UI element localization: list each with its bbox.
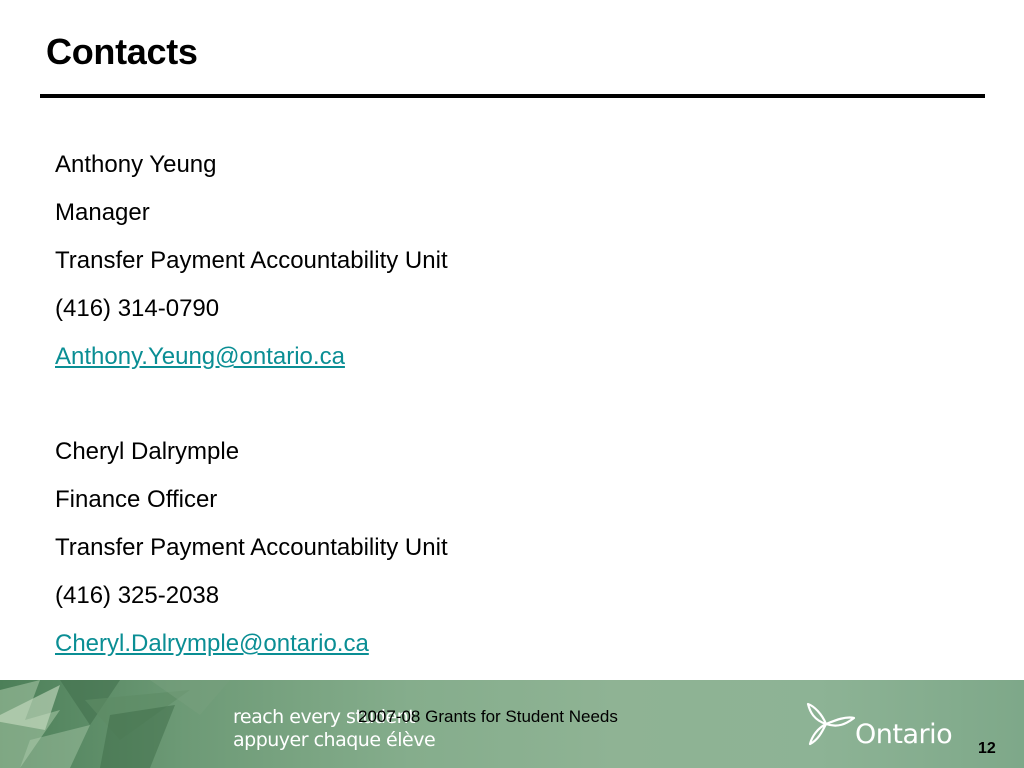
leaf-decoration-icon [0, 680, 230, 768]
page-number: 12 [978, 740, 996, 757]
footer-tagline-french: appuyer chaque élève [233, 729, 436, 751]
contact-email-link[interactable]: Anthony.Yeung@ontario.ca [55, 343, 345, 370]
contact-unit: Transfer Payment Accountability Unit [55, 534, 448, 561]
contact-role: Manager [55, 199, 150, 226]
footer-tagline-english: reach every student [233, 706, 416, 728]
title-divider [40, 94, 985, 98]
contact-email-link[interactable]: Cheryl.Dalrymple@ontario.ca [55, 630, 369, 657]
contact-phone: (416) 325-2038 [55, 582, 220, 609]
contact-card-cheryl-dalrymple [55, 428, 755, 668]
contact-name: Cheryl Dalrymple [55, 438, 240, 465]
contact-card-anthony-yeung [55, 141, 755, 381]
footer-caption: 2007-08 Grants for Student Needs [358, 707, 618, 726]
page-title: Contacts [46, 31, 198, 72]
contact-phone: (416) 314-0790 [55, 295, 220, 322]
contact-role: Finance Officer [55, 486, 218, 513]
contact-unit: Transfer Payment Accountability Unit [55, 247, 448, 274]
contact-name: Anthony Yeung [55, 151, 217, 178]
trillium-icon [800, 700, 856, 748]
ontario-wordmark: Ontario [855, 719, 953, 750]
